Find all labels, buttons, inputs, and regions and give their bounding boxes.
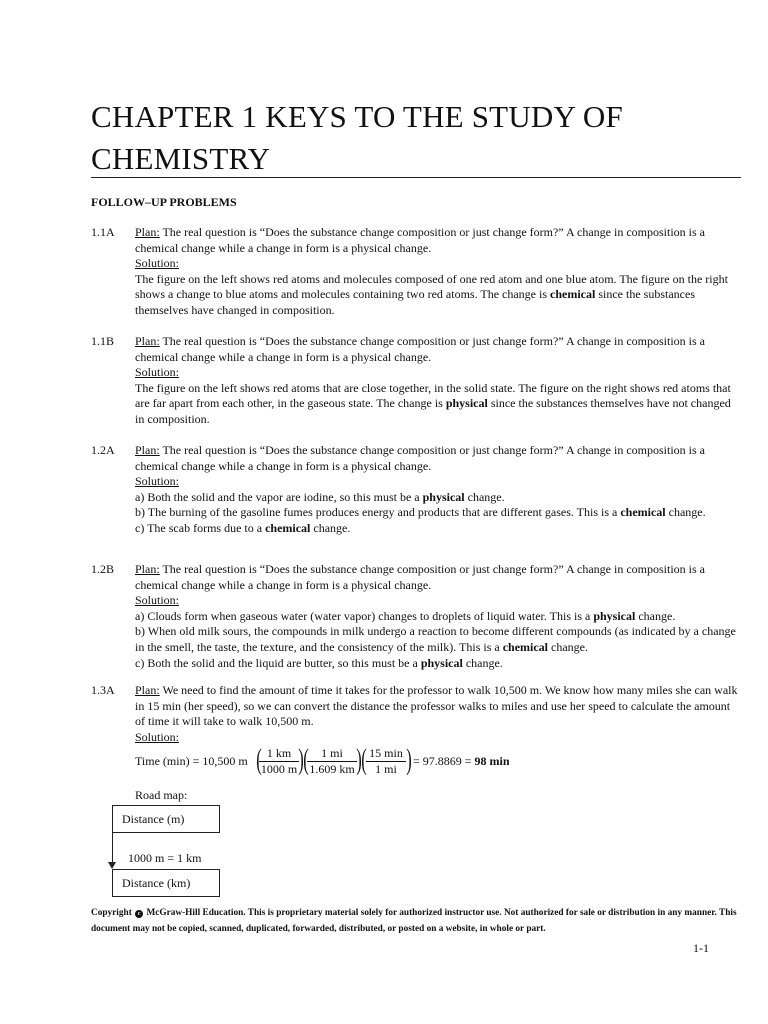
solution-item-c bbox=[135, 656, 741, 672]
solution-label: Solution: bbox=[135, 593, 180, 608]
roadmap-conversion: 1000 m = 1 km bbox=[128, 851, 202, 865]
roadmap-box-kilometers: Distance (km) bbox=[112, 869, 220, 897]
solution-label: Solution: bbox=[135, 365, 180, 380]
equation-equals: = 97.8869 = bbox=[413, 754, 475, 768]
solution-text-part: b) The burning of the gasoline fumes produces energy and products that are different gases. This is a bbox=[135, 505, 621, 520]
solution-text-part: since the substances themselves have changed in composition. bbox=[135, 287, 695, 317]
solution-text-part: c) The scab forms due to a bbox=[135, 520, 266, 535]
answer-term: physical bbox=[420, 655, 463, 670]
solution-text-part: b) When old milk sours, the compounds in milk undergo a reaction to become different compounds (as indicated by a change in the smell, the taste, the texture, and the consistency of the milk). This is a bbox=[135, 624, 736, 654]
fraction-min-per-mi bbox=[366, 746, 406, 777]
roadmap-label: Road map: bbox=[135, 788, 188, 802]
problem-number: 1.3A bbox=[91, 683, 115, 697]
solution-text-part: a) Both the solid and the vapor are iodine, so this must be a bbox=[135, 489, 423, 504]
answer-term: physical bbox=[593, 608, 636, 623]
right-paren: ) bbox=[356, 743, 362, 776]
plan-label: Plan: bbox=[135, 443, 160, 457]
solution-text-part: change. bbox=[462, 655, 503, 670]
fraction-denominator: 1.609 km bbox=[309, 762, 355, 776]
solution-item-b bbox=[135, 624, 741, 655]
solution-label: Solution: bbox=[135, 474, 180, 489]
left-paren: ( bbox=[303, 743, 309, 776]
solution-text-part: since the substances themselves have not changed in composition. bbox=[135, 396, 731, 426]
page-number: 1-1 bbox=[693, 941, 709, 955]
solution-text-part: c) Both the solid and the liquid are butter, so this must be a bbox=[135, 655, 421, 670]
roadmap-box-meters: Distance (m) bbox=[112, 805, 220, 833]
plan-text: The real question is “Does the substance change composition or just change form?” A change in composition is a chemical change while a change in form is a physical change. bbox=[135, 562, 705, 592]
answer-term: chemical bbox=[550, 287, 596, 302]
solution-text-part: change. bbox=[635, 608, 676, 623]
plan-label: Plan: bbox=[135, 225, 160, 239]
plan-paragraph bbox=[135, 225, 741, 256]
answer-term: physical bbox=[422, 489, 465, 504]
problem-body bbox=[135, 683, 741, 745]
equation-lead: Time (min) = 10,500 m bbox=[135, 754, 248, 768]
solution-label: Solution: bbox=[135, 256, 180, 271]
fraction-mi-per-km bbox=[307, 746, 357, 777]
final-answer: 98 min bbox=[474, 754, 510, 768]
right-paren: ) bbox=[406, 743, 412, 776]
plan-text: The real question is “Does the substance change composition or just change form?” A change in composition is a chemical change while a change in form is a physical change. bbox=[135, 225, 705, 255]
right-paren: ) bbox=[298, 743, 304, 776]
answer-term: chemical bbox=[502, 639, 549, 654]
plan-text: The real question is “Does the substance change composition or just change form?” A change in composition is a chemical change while a change in form is a physical change. bbox=[135, 443, 705, 473]
fraction-numerator: 1 km bbox=[259, 746, 299, 762]
solution-text-part: The figure on the left shows red atoms that are close together, in the solid state. The figure on the right shows red atoms that are far apart from each other, in the gaseous state. The change is bbox=[135, 380, 731, 411]
solution-text-part: change. bbox=[464, 489, 505, 504]
copyright-notice bbox=[91, 906, 741, 937]
plan-paragraph bbox=[135, 562, 741, 593]
problem-body bbox=[135, 225, 741, 319]
solution-text-part: change. bbox=[310, 520, 351, 535]
copyright-icon: c bbox=[135, 910, 143, 918]
chapter-title: CHAPTER 1 KEYS TO THE STUDY OF CHEMISTRY bbox=[91, 99, 623, 176]
section-heading: FOLLOW–UP PROBLEMS bbox=[91, 195, 237, 209]
unit-conversion-equation bbox=[135, 743, 555, 778]
solution-text bbox=[135, 272, 741, 319]
solution-text-part: a) Clouds form when gaseous water (water vapor) changes to droplets of liquid water. This is a bbox=[135, 608, 594, 623]
plan-text: We need to find the amount of time it takes for the professor to walk 10,500 m. We know how many miles she can walk in 15 min (her speed), so we can convert the distance the professor walks to miles and use her speed to calculate the amount of time it will take to walk 10,500 m. bbox=[135, 683, 738, 729]
fraction-denominator: 1 mi bbox=[375, 762, 397, 776]
fraction-numerator: 1 mi bbox=[307, 746, 357, 762]
problem-body bbox=[135, 443, 741, 537]
solution-text-part: The figure on the left shows red atoms and molecules composed of one red atom and one blue atom. The figure on the right shows a change to blue atoms and molecules containing two red atoms. The change is bbox=[135, 271, 728, 302]
solution-text-part: change. bbox=[548, 639, 589, 654]
plan-label: Plan: bbox=[135, 334, 160, 348]
problem-number: 1.2B bbox=[91, 562, 115, 576]
answer-term: chemical bbox=[265, 520, 311, 535]
plan-paragraph bbox=[135, 334, 741, 365]
answer-term: chemical bbox=[620, 505, 666, 520]
problem-body bbox=[135, 334, 741, 428]
plan-label: Plan: bbox=[135, 683, 160, 697]
solution-item-a bbox=[135, 609, 741, 625]
solution-label: Solution: bbox=[135, 729, 180, 744]
solution-text bbox=[135, 381, 741, 428]
plan-paragraph bbox=[135, 443, 741, 474]
roadmap-arrow-line bbox=[112, 833, 113, 865]
problem-number: 1.1B bbox=[91, 334, 115, 348]
problem-number: 1.1A bbox=[91, 225, 115, 239]
solution-item-b bbox=[135, 505, 741, 521]
fraction-denominator: 1000 m bbox=[260, 762, 298, 776]
title-divider bbox=[91, 177, 741, 178]
fraction-km-per-m bbox=[259, 746, 299, 777]
problem-number: 1.2A bbox=[91, 443, 115, 457]
copyright-text: McGraw-Hill Education. This is proprietary material solely for authorized instructor use. Not authorized for sale or distribution in any manner. This document may not be copied, scanned, duplicated, forwarded, distributed, or posted on a website, in whole or part. bbox=[91, 908, 737, 934]
equation-result bbox=[413, 754, 510, 769]
answer-term: physical bbox=[445, 396, 488, 411]
problem-body bbox=[135, 562, 741, 671]
fraction-numerator: 15 min bbox=[366, 746, 406, 762]
plan-paragraph bbox=[135, 683, 741, 730]
solution-item-c bbox=[135, 521, 741, 537]
plan-text: The real question is “Does the substance change composition or just change form?” A change in composition is a chemical change while a change in form is a physical change. bbox=[135, 334, 705, 364]
copyright-prefix: Copyright bbox=[91, 908, 135, 918]
left-paren: ( bbox=[256, 743, 262, 776]
arrow-down-icon bbox=[108, 862, 116, 869]
plan-label: Plan: bbox=[135, 562, 160, 576]
solution-text-part: change. bbox=[665, 505, 706, 520]
left-paren: ( bbox=[361, 743, 367, 776]
solution-item-a bbox=[135, 490, 741, 506]
